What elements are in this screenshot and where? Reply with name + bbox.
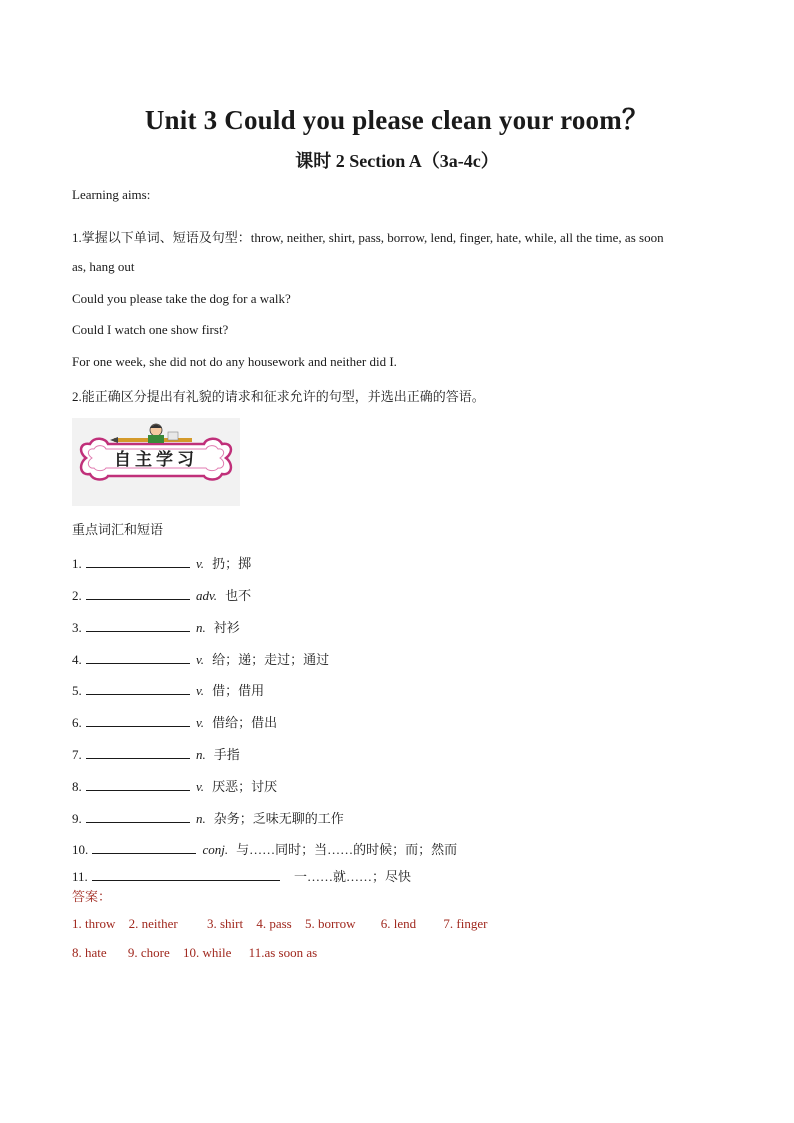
- vocab-item: 6. v. 借给；借出: [72, 715, 278, 730]
- answer-item: 8. hate: [72, 945, 107, 960]
- vocab-item: 10. conj. 与……同时；当……的时候；而；然而: [72, 842, 458, 857]
- answer-blank[interactable]: [86, 747, 190, 759]
- aim-1-line-2: as, hang out: [72, 259, 135, 274]
- learning-aims-label: Learning aims:: [72, 187, 151, 202]
- answer-blank[interactable]: [86, 620, 190, 632]
- aim-sentence-2: Could I watch one show first?: [72, 322, 229, 337]
- aim-sentence-1: Could you please take the dog for a walk?: [72, 291, 291, 306]
- answer-item: 3. shirt: [206, 916, 244, 931]
- answer-item: 4. pass: [256, 916, 292, 931]
- answer-blank[interactable]: [86, 556, 190, 568]
- answer-blank[interactable]: [86, 779, 190, 791]
- page-title: Unit 3 Could you please clean your room？: [144, 105, 650, 135]
- vocab-item: 8. v. 厌恶；讨厌: [72, 779, 278, 794]
- vocab-item: 3. n. 衬衫: [72, 620, 240, 635]
- answer-item: 6. lend: [380, 916, 417, 931]
- answer-blank[interactable]: [86, 811, 190, 823]
- answer-blank[interactable]: [86, 652, 190, 664]
- self-study-banner: [72, 418, 240, 506]
- answer-blank[interactable]: [86, 588, 190, 600]
- vocab-item: 9. n. 杂务；乏味无聊的工作: [72, 811, 344, 826]
- answer-item: 1. throw: [72, 916, 116, 931]
- aim-1-line-1: 1.掌握以下单词、短语及句型：throw, neither, shirt, pass, borrow, lend, finger, hate, while, all the time, as soon: [72, 230, 664, 245]
- answer-item: 11.as soon as: [248, 945, 318, 960]
- aim-sentence-3: For one week, she did not do any housework and neither did I.: [72, 354, 397, 369]
- answer-item: 5. borrow: [304, 916, 356, 931]
- vocab-heading: 重点词汇和短语: [72, 522, 164, 537]
- answer-blank[interactable]: [92, 869, 280, 881]
- vocab-item: 1. v. 扔；掷: [72, 556, 252, 571]
- aim-2: 2.能正确区分提出有礼貌的请求和征求允许的句型，并选出正确的答语。: [72, 389, 485, 404]
- vocab-item: 5. v. 借；借用: [72, 683, 265, 698]
- vocab-item: 11. 一……就……；尽快: [72, 869, 412, 884]
- answer-blank[interactable]: [92, 842, 196, 854]
- page-subtitle: 课时 2 Section A（3a-4c）: [295, 151, 499, 171]
- vocab-item: 2. adv. 也不: [72, 588, 252, 603]
- answers-row-1: [72, 916, 497, 932]
- answer-blank[interactable]: [86, 715, 190, 727]
- answers-row-2: [72, 945, 327, 961]
- answer-blank[interactable]: [86, 683, 190, 695]
- answers-label: 答案：: [72, 889, 112, 904]
- answer-item: 10. while: [183, 945, 232, 960]
- answer-item: 7. finger: [443, 916, 488, 931]
- answer-item: 2. neither: [128, 916, 178, 931]
- answer-item: 9. chore: [127, 945, 170, 960]
- vocab-item: 7. n. 手指: [72, 747, 240, 762]
- banner-label: 自主学习: [114, 450, 198, 470]
- vocab-item: 4. v. 给；递；走过；通过: [72, 652, 330, 667]
